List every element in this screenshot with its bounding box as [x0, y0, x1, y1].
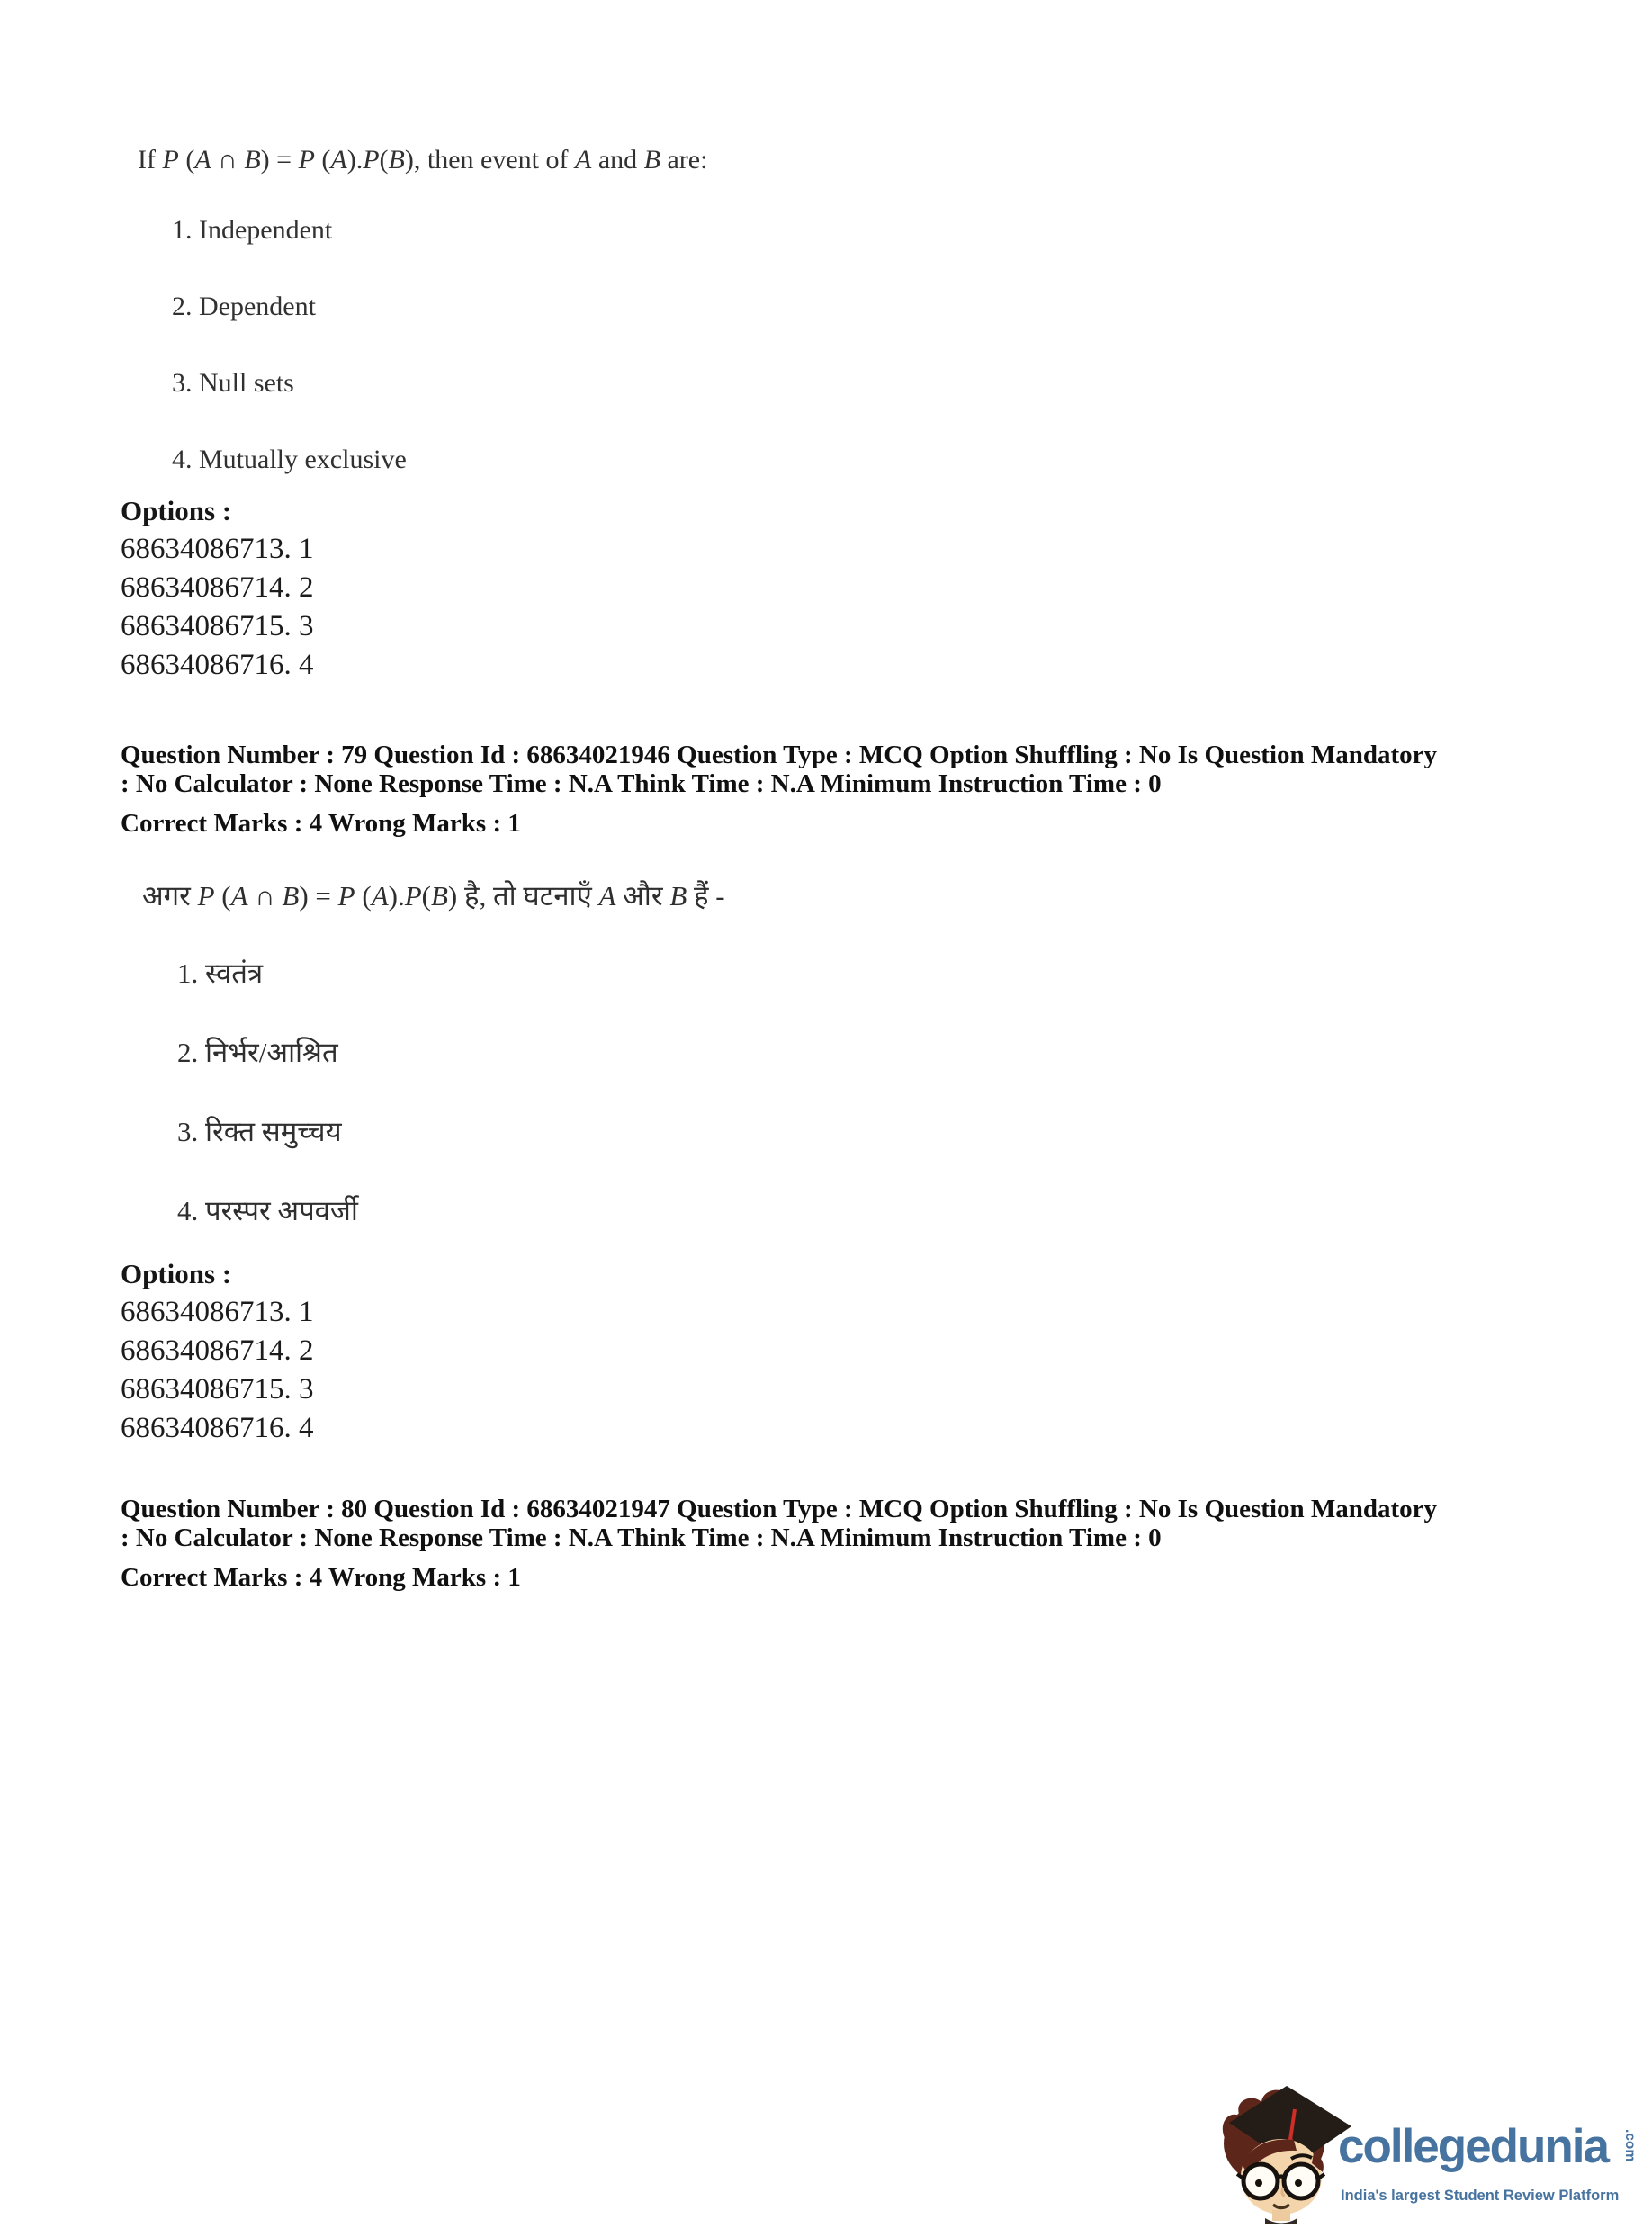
metadata-marks: Correct Marks : 4 Wrong Marks : 1	[121, 809, 521, 838]
option-id-list	[121, 530, 314, 685]
question-79-english-option-3: 3. Null sets	[172, 368, 294, 398]
question-79-english-option-2: 2. Dependent	[172, 292, 316, 321]
question-79-hindi-option-3: 3. रिक्त समुच्चय	[177, 1116, 342, 1147]
option-id-row: 68634086713. 1	[121, 533, 314, 565]
question-79-english-option-1: 1. Independent	[172, 215, 333, 245]
option-id-row: 68634086716. 4	[121, 1412, 314, 1444]
option-id-list	[121, 1293, 314, 1448]
option-id-row: 68634086714. 2	[121, 1334, 314, 1367]
options-label: Options :	[121, 495, 232, 526]
metadata-marks: Correct Marks : 4 Wrong Marks : 1	[121, 1563, 521, 1592]
collegedunia-logo	[1206, 2075, 1642, 2226]
question-79-english-text: If P (A ∩ B) = P (A).P(B), then event of A and B are:	[138, 145, 708, 175]
metadata-line-1: Question Number : 80 Question Id : 68634021947 Question Type : MCQ Option Shuffling : No Is Question Mandatory	[121, 1495, 1438, 1523]
options-label: Options :	[121, 1258, 232, 1289]
brand-tagline: India's largest Student Review Platform	[1341, 2188, 1620, 2204]
question-79-hindi-text: अगर P (A ∩ B) = P (A).P(B) है, तो घटनाएँ A और B हैं -	[142, 880, 725, 912]
option-id-row: 68634086715. 3	[121, 1373, 314, 1406]
option-id-row: 68634086715. 3	[121, 610, 314, 642]
option-id-row: 68634086716. 4	[121, 649, 314, 681]
question-79-hindi-option-2: 2. निर्भर/आश्रित	[177, 1037, 338, 1068]
question-79-hindi-option-1: 1. स्वतंत्र	[177, 957, 264, 989]
brand-tld-text: .com	[1622, 2129, 1638, 2162]
metadata-line-2: : No Calculator : None Response Time : N.A Think Time : N.A Minimum Instruction Time : 0	[121, 1523, 1162, 1552]
question-79-hindi-option-4: 4. परस्पर अपवर्जी	[177, 1195, 358, 1226]
question-79-english-option-4: 4. Mutually exclusive	[172, 445, 407, 474]
mascot-icon	[1223, 2086, 1351, 2224]
option-id-row: 68634086714. 2	[121, 571, 314, 604]
question-79-metadata	[121, 741, 1437, 838]
question-80-metadata	[121, 1495, 1437, 1592]
metadata-line-2: : No Calculator : None Response Time : N.A Think Time : N.A Minimum Instruction Time : 0	[121, 769, 1162, 798]
option-id-row: 68634086713. 1	[121, 1296, 314, 1328]
metadata-line-1: Question Number : 79 Question Id : 68634021946 Question Type : MCQ Option Shuffling : No Is Question Mandatory	[121, 741, 1438, 769]
brand-text: collegedunia	[1338, 2120, 1608, 2173]
